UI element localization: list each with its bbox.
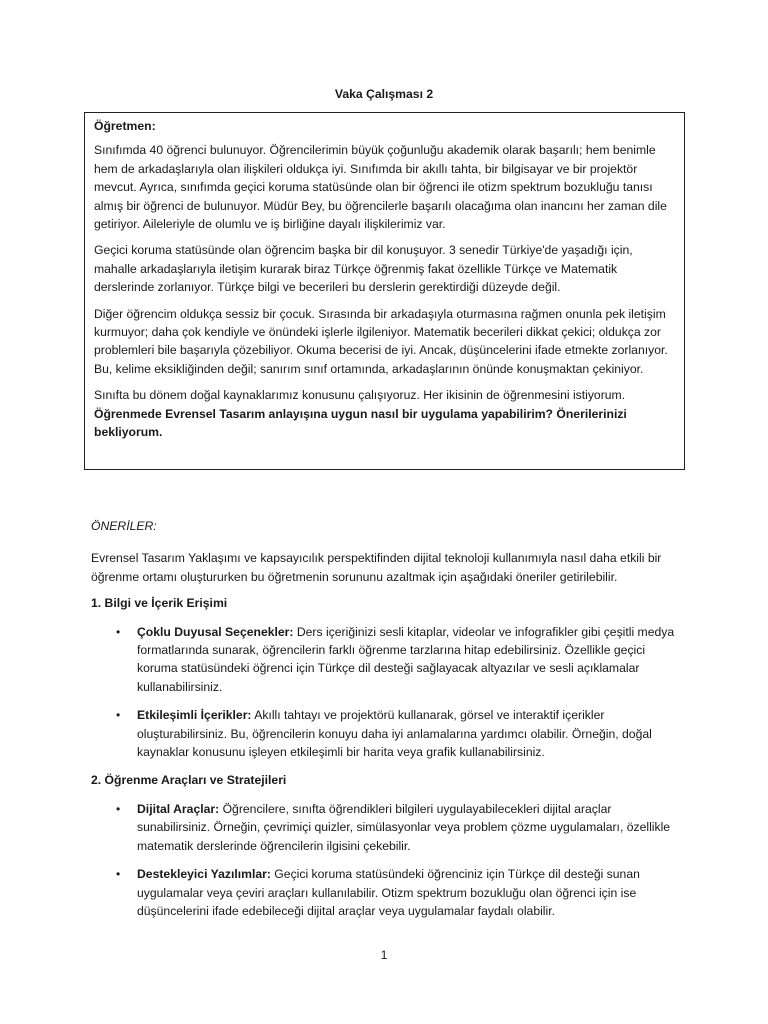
suggestions-heading: ÖNERİLER: — [91, 519, 157, 533]
item-text: Geçici koruma statüsündeki öğrenciniz için Türkçe dil desteği sunan uygulamalar veya çeviri araçları kullanılabilir. Otizm spektrum bozukluğu olan öğrenci için ise düşüncelerini ifade edebileceği dijital araçlar veya uygulamalar faydalı olabilir. — [137, 867, 640, 918]
item-term: Destekleyici Yazılımlar: — [137, 867, 271, 882]
item-text: Ders içeriğinizi sesli kitaplar, videolar ve infografikler gibi çeşitli medya formatlarında sunarak, öğrencilerin farklı öğrenme tarzlarına hitap edebilirsiniz. Özellikle geçici koruma statüsündeki öğrenci için Türkçe dil desteği sağlayacak altyazılar ve sesli açıklamalar kullanabilirsiniz. — [137, 624, 675, 694]
case-role-label: Öğretmen: — [94, 119, 156, 133]
bullet-icon: • — [116, 708, 121, 723]
page-number: 1 — [380, 948, 388, 962]
section-list-2 — [91, 800, 681, 920]
suggestions-intro: Evrensel Tasarım Yaklaşımı ve kapsayıcılık perspektifinden dijital teknoloji kullanımıyla nasıl daha etkili bir öğrenme ortamı oluştururken bu öğretmenin sorununu azaltmak için aşağıdaki öneriler getirilebilir. — [91, 551, 662, 584]
item-term: Çoklu Duyusal Seçenekler: — [137, 624, 294, 639]
section-title-2: 2. Öğrenme Araçları ve Stratejileri — [91, 773, 287, 788]
item-text: Öğrencilere, sınıfta öğrendikleri bilgileri uygulayabilecekleri dijital araçlar sunabilirsiniz. Örneğin, çevrimiçi quizler, simülasyonlar veya problem çözme uygulamaları, özellikle matematik derslerinde öğrencilerin ilgisini çekebilir. — [137, 801, 671, 853]
list-item — [91, 706, 681, 761]
page-title: Vaka Çalışması 2 — [334, 87, 434, 101]
list-item — [91, 865, 681, 920]
bullet-icon: • — [116, 867, 121, 882]
list-item — [91, 800, 681, 855]
case-question: Öğrenmede Evrensel Tasarım anlayışına uygun nasıl bir uygulama yapabilirim? Önerilerinizi bekliyorum. — [94, 406, 627, 440]
case-paragraph-3: Diğer öğrencim oldukça sessiz bir çocuk. Sırasında bir arkadaşıyla oturmasına rağmen onunla pek iletişim kurmuyor; daha çok kendiyle ve önündeki işlerle ilgileniyor. Matematik becerileri dikkat çekici; oldukça zor problemleri bile başarıyla çözebiliyor. Okuma becerisi de iyi. Ancak, düşüncelerini ifade etmekte zorlanıyor. Bu, kelime eksikliğinden değil; sanırım sınıf ortamında, arkadaşlarının önünde konuşmaktan çekiniyor. — [94, 306, 668, 376]
case-last-intro: Sınıfta bu dönem doğal kaynaklarımız konusunu çalışıyoruz. Her ikisinin de öğrenmesini istiyorum. — [94, 388, 626, 403]
section-list-1 — [91, 623, 681, 762]
list-item — [91, 623, 681, 697]
item-text: Akıllı tahtayı ve projektörü kullanarak, görsel ve interaktif içerikler oluşturabilirsiniz. Bu, öğrencilerin konuyu daha iyi anlamalarına yardımcı olabilir. Örneğin, doğal kaynaklar konusunu işleyen etkileşimli bir harita veya grafik kullanabilirsiniz. — [137, 708, 652, 760]
bullet-icon: • — [116, 801, 121, 816]
item-term: Dijital Araçlar: — [137, 801, 220, 816]
suggestions-section — [91, 517, 681, 930]
case-paragraph-1: Sınıfımda 40 öğrenci bulunuyor. Öğrencilerimin büyük çoğunluğu akademik olarak başarılı; hem benimle hem de arkadaşlarıyla olan ilişkileri oldukça iyi. Sınıfımda bir akıllı tahta, bir bilgisayar ve bir projektör mevcut. Ayrıca, sınıfımda geçici koruma statüsünde olan bir öğrenci ile otizm spektrum bozukluğu tanısı almış bir öğrenci de bulunuyor. Müdür Bey, bu öğrencilerle başarılı olacağıma olan inancını her zaman dile getiriyor. Aileleriyle de olumlu ve iş birliğine dayalı ilişkilerimiz var. — [94, 143, 667, 232]
case-paragraph-4 — [94, 386, 675, 441]
bullet-icon: • — [116, 624, 121, 639]
section-title-1: 1. Bilgi ve İçerik Erişimi — [91, 596, 228, 611]
item-term: Etkileşimli İçerikler: — [137, 708, 252, 723]
case-study-box — [84, 112, 685, 470]
case-paragraph-2: Geçici koruma statüsünde olan öğrencim başka bir dil konuşuyor. 3 senedir Türkiye'de yaşadığı için, mahalle arkadaşlarıyla iletişim kurarak biraz Türkçe öğrenmiş fakat özellikle Türkçe ve Matematik derslerinde zorlanıyor. Türkçe bilgi ve becerileri bu derslerin gerektirdiği düzeyde değil. — [94, 243, 633, 295]
